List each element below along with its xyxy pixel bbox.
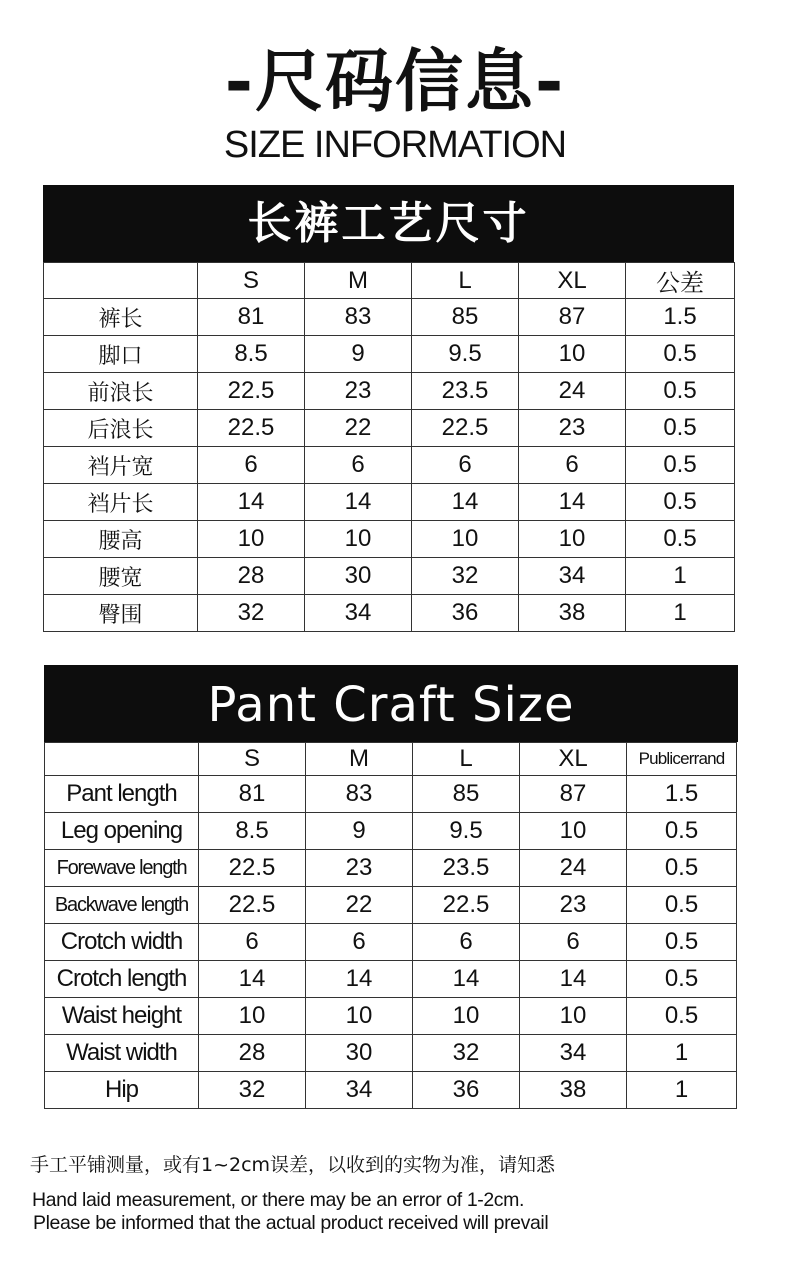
size-value-cell: 34: [520, 1035, 627, 1072]
size-value-cell: 23.5: [412, 373, 519, 410]
table-row: [45, 998, 737, 1035]
size-value-cell: 9: [306, 813, 413, 850]
size-value-cell: 23: [306, 850, 413, 887]
row-label-cell: Waist width: [45, 1035, 199, 1072]
tolerance-cell: 0.5: [627, 961, 737, 998]
page-title-cn: -尺码信息-: [224, 43, 566, 122]
tolerance-cell: 0.5: [626, 521, 735, 558]
size-value-cell: 32: [199, 1072, 306, 1109]
size-value-cell: 10: [305, 521, 412, 558]
row-label-cell: 裤长: [44, 299, 198, 336]
size-value-cell: 22.5: [198, 373, 305, 410]
table-banner-cn: 长裤工艺尺寸: [43, 185, 734, 262]
tolerance-cell: 0.5: [627, 850, 737, 887]
tolerance-cell: 0.5: [626, 447, 735, 484]
row-label-cell: 前浪长: [44, 373, 198, 410]
tolerance-cell: 0.5: [627, 887, 737, 924]
tolerance-cell: 1: [626, 558, 735, 595]
size-value-cell: 10: [412, 521, 519, 558]
size-value-cell: 8.5: [198, 336, 305, 373]
tolerance-cell: 0.5: [626, 373, 735, 410]
table-row: [45, 776, 737, 813]
size-value-cell: 38: [520, 1072, 627, 1109]
size-value-cell: 6: [412, 447, 519, 484]
header-size-cell: L: [412, 263, 519, 299]
table-row: [44, 447, 735, 484]
size-value-cell: 10: [199, 998, 306, 1035]
measurement-note-cn: 手工平铺测量，或有1~2cm误差，以收到的实物为准，请知悉: [30, 1154, 556, 1176]
size-value-cell: 10: [198, 521, 305, 558]
tolerance-cell: 0.5: [626, 336, 735, 373]
table-row: [44, 595, 735, 632]
size-value-cell: 14: [520, 961, 627, 998]
size-value-cell: 83: [306, 776, 413, 813]
size-value-cell: 10: [519, 336, 626, 373]
row-label-cell: 腰高: [44, 521, 198, 558]
row-label-cell: 裆片宽: [44, 447, 198, 484]
tolerance-cell: 0.5: [627, 813, 737, 850]
size-value-cell: 14: [412, 484, 519, 521]
size-value-cell: 85: [413, 776, 520, 813]
size-value-cell: 9.5: [413, 813, 520, 850]
size-value-cell: 23: [519, 410, 626, 447]
size-value-cell: 10: [520, 998, 627, 1035]
header-size-cell: M: [306, 743, 413, 776]
row-label-cell: 臀围: [44, 595, 198, 632]
size-value-cell: 24: [520, 850, 627, 887]
size-value-cell: 9: [305, 336, 412, 373]
size-value-cell: 6: [198, 447, 305, 484]
tolerance-cell: 1.5: [627, 776, 737, 813]
tolerance-cell: 0.5: [627, 924, 737, 961]
size-value-cell: 14: [413, 961, 520, 998]
table-row: [45, 961, 737, 998]
size-value-cell: 83: [305, 299, 412, 336]
size-value-cell: 10: [520, 813, 627, 850]
table-row: [44, 558, 735, 595]
size-value-cell: 30: [305, 558, 412, 595]
size-value-cell: 28: [199, 1035, 306, 1072]
table-banner-en: Pant Craft Size: [44, 665, 738, 742]
header-size-cell: S: [199, 743, 306, 776]
size-value-cell: 14: [519, 484, 626, 521]
size-value-cell: 6: [520, 924, 627, 961]
size-value-cell: 22.5: [412, 410, 519, 447]
size-grid-cn: [43, 262, 735, 632]
header-size-cell: M: [305, 263, 412, 299]
header-tolerance-cell: 公差: [626, 263, 735, 299]
header-size-cell: S: [198, 263, 305, 299]
row-label-cell: Crotch width: [45, 924, 199, 961]
row-label-cell: 腰宽: [44, 558, 198, 595]
size-value-cell: 10: [413, 998, 520, 1035]
tolerance-cell: 1.5: [626, 299, 735, 336]
table-row: [44, 336, 735, 373]
tolerance-cell: 1: [627, 1072, 737, 1109]
row-label-cell: Backwave length: [45, 887, 199, 924]
size-value-cell: 9.5: [412, 336, 519, 373]
tolerance-cell: 1: [626, 595, 735, 632]
size-value-cell: 81: [199, 776, 306, 813]
header-tolerance-cell: Publicerrand: [627, 743, 737, 776]
size-value-cell: 6: [413, 924, 520, 961]
header-size-cell: L: [413, 743, 520, 776]
tolerance-cell: 1: [627, 1035, 737, 1072]
size-value-cell: 6: [306, 924, 413, 961]
size-value-cell: 34: [306, 1072, 413, 1109]
size-value-cell: 14: [305, 484, 412, 521]
page-title-en: SIZE INFORMATION: [223, 124, 567, 166]
row-label-cell: Crotch length: [45, 961, 199, 998]
row-label-cell: Waist height: [45, 998, 199, 1035]
row-label-cell: 脚口: [44, 336, 198, 373]
table-row: [45, 1035, 737, 1072]
row-label-cell: Forewave length: [45, 850, 199, 887]
size-value-cell: 6: [305, 447, 412, 484]
row-label-cell: Hip: [45, 1072, 199, 1109]
row-label-cell: Leg opening: [45, 813, 199, 850]
row-label-cell: 裆片长: [44, 484, 198, 521]
size-value-cell: 30: [306, 1035, 413, 1072]
size-table-en: [44, 665, 738, 1109]
size-grid-en: [44, 742, 737, 1109]
header-corner-cell: [44, 263, 198, 299]
row-label-cell: Pant length: [45, 776, 199, 813]
size-value-cell: 22: [306, 887, 413, 924]
size-value-cell: 24: [519, 373, 626, 410]
table-row: [45, 887, 737, 924]
size-value-cell: 10: [519, 521, 626, 558]
table-row: [44, 410, 735, 447]
size-value-cell: 32: [412, 558, 519, 595]
size-value-cell: 87: [519, 299, 626, 336]
measurement-note-en-line1: Hand laid measurement, or there may be an error of 1-2cm.: [32, 1189, 525, 1211]
size-value-cell: 28: [198, 558, 305, 595]
table-row: [44, 521, 735, 558]
size-value-cell: 14: [198, 484, 305, 521]
table-row: [45, 850, 737, 887]
size-value-cell: 22.5: [198, 410, 305, 447]
header-row: [45, 743, 737, 776]
tolerance-cell: 0.5: [627, 998, 737, 1035]
row-label-cell: 后浪长: [44, 410, 198, 447]
table-row: [45, 813, 737, 850]
size-value-cell: 32: [413, 1035, 520, 1072]
table-row: [45, 924, 737, 961]
tolerance-cell: 0.5: [626, 410, 735, 447]
size-value-cell: 22.5: [413, 887, 520, 924]
table-row: [44, 299, 735, 336]
size-value-cell: 23.5: [413, 850, 520, 887]
tolerance-cell: 0.5: [626, 484, 735, 521]
measurement-note-en-line2: Please be informed that the actual product received will prevail: [33, 1212, 549, 1234]
size-value-cell: 22: [305, 410, 412, 447]
size-value-cell: 6: [519, 447, 626, 484]
size-value-cell: 22.5: [199, 887, 306, 924]
header-row: [44, 263, 735, 299]
size-value-cell: 32: [198, 595, 305, 632]
table-row: [45, 1072, 737, 1109]
size-value-cell: 14: [199, 961, 306, 998]
size-value-cell: 81: [198, 299, 305, 336]
size-value-cell: 22.5: [199, 850, 306, 887]
header-size-cell: XL: [520, 743, 627, 776]
size-value-cell: 38: [519, 595, 626, 632]
size-value-cell: 23: [305, 373, 412, 410]
size-value-cell: 6: [199, 924, 306, 961]
size-value-cell: 23: [520, 887, 627, 924]
size-value-cell: 34: [519, 558, 626, 595]
size-value-cell: 8.5: [199, 813, 306, 850]
size-value-cell: 36: [413, 1072, 520, 1109]
size-value-cell: 34: [305, 595, 412, 632]
table-row: [44, 373, 735, 410]
header-corner-cell: [45, 743, 199, 776]
size-value-cell: 85: [412, 299, 519, 336]
size-value-cell: 14: [306, 961, 413, 998]
size-value-cell: 36: [412, 595, 519, 632]
table-row: [44, 484, 735, 521]
size-value-cell: 10: [306, 998, 413, 1035]
size-value-cell: 87: [520, 776, 627, 813]
header-size-cell: XL: [519, 263, 626, 299]
size-table-cn: [43, 185, 734, 632]
